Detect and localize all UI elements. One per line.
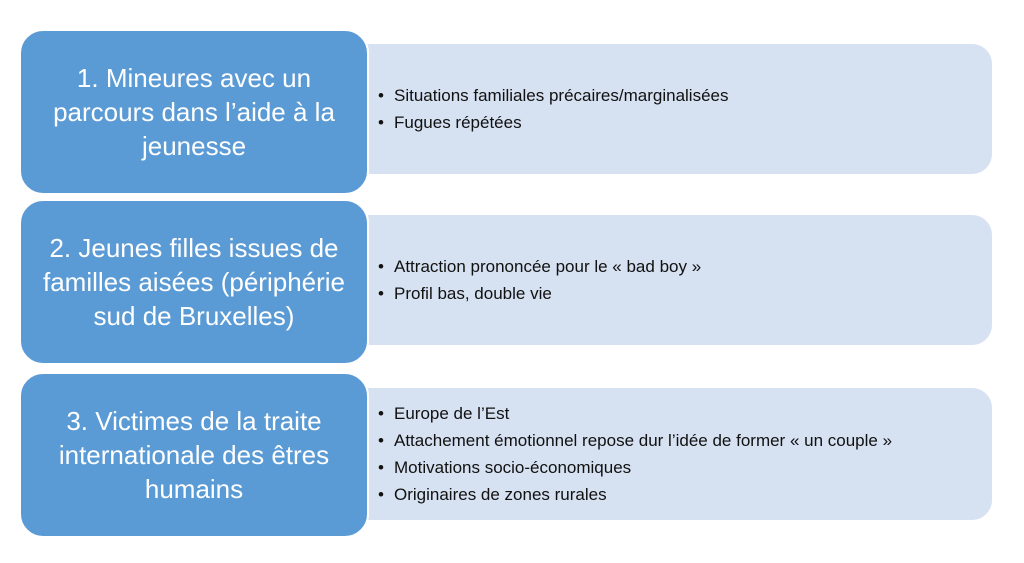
bullet-icon: •: [378, 284, 384, 303]
list-item-text: Motivations socio-économiques: [394, 458, 632, 477]
list-item: [378, 400, 992, 427]
list-item-text: Europe de l’Est: [394, 404, 510, 423]
list-item: [378, 280, 992, 307]
category-title-1: 1. Mineures avec un parcours dans l’aide à la jeunesse: [53, 63, 335, 161]
category-label-1: [19, 29, 369, 195]
category-title-3: 3. Victimes de la traite internationale des êtres humains: [58, 406, 330, 504]
list-item: [378, 427, 992, 454]
list-item-text: Situations familiales précaires/marginalisées: [394, 86, 729, 105]
bullet-icon: •: [378, 113, 384, 132]
detail-box-3: [340, 386, 994, 522]
category-label-3: [19, 372, 369, 538]
list-item-text: Profil bas, double vie: [394, 284, 552, 303]
bullet-icon: •: [378, 431, 384, 450]
list-item-text: Fugues répétées: [394, 113, 522, 132]
list-item-text: Originaires de zones rurales: [394, 485, 607, 504]
category-label-2: [19, 199, 369, 365]
bullet-icon: •: [378, 86, 384, 105]
detail-box-1: [340, 42, 994, 176]
detail-list-1: [378, 82, 992, 136]
bullet-icon: •: [378, 485, 384, 504]
category-title-2: 2. Jeunes filles issues de familles aisées (périphérie sud de Bruxelles): [42, 233, 346, 331]
list-item: [378, 82, 992, 109]
bullet-icon: •: [378, 257, 384, 276]
detail-box-2: [340, 213, 994, 347]
list-item-text: Attachement émotionnel repose dur l’idée de former « un couple »: [394, 431, 893, 450]
list-item: [378, 109, 992, 136]
bullet-icon: •: [378, 404, 384, 423]
bullet-icon: •: [378, 458, 384, 477]
detail-list-2: [378, 253, 992, 307]
list-item: [378, 481, 992, 508]
list-item: [378, 454, 992, 481]
list-item-text: Attraction prononcée pour le « bad boy »: [394, 257, 702, 276]
list-item: [378, 253, 992, 280]
detail-list-3: [378, 400, 992, 508]
